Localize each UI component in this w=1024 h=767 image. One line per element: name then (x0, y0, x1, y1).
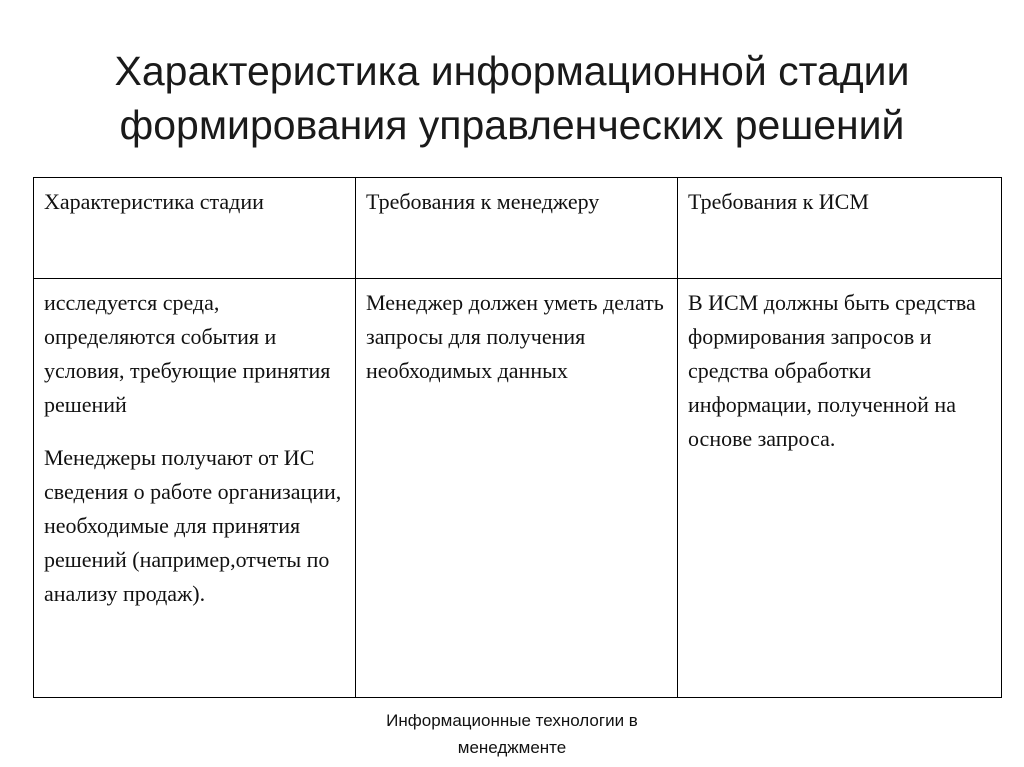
body-cell-ism-requirements (678, 279, 1002, 698)
header-cell-manager-requirements: Требования к менеджеру (356, 178, 678, 279)
slide-title-line-1: Характеристика информационной стадии (114, 48, 910, 94)
footer-line-2: менеджменте (457, 738, 567, 757)
footer-line-1: Информационные технологии в (386, 711, 638, 730)
body-cell-manager-requirements (356, 279, 678, 698)
cell-paragraph: исследуется среда, определяются события и условия, требующие принятия решений (44, 290, 331, 417)
header-cell-ism-requirements: Требования к ИСМ (678, 178, 1002, 279)
slide-title (0, 44, 1024, 152)
body-cell-stage-characteristics (34, 279, 356, 698)
table-header-row (34, 178, 1002, 279)
cell-paragraph: В ИСМ должны быть средства формирования запросов и средства обработки информации, полученной на основе запроса. (688, 290, 976, 451)
cell-paragraph: Менеджер должен уметь делать запросы для получения необходимых данных (366, 290, 664, 383)
stage-characteristics-table (33, 177, 1002, 698)
header-cell-stage-characteristics: Характеристика стадии (34, 178, 356, 279)
slide-title-line-2: формирования управленческих решений (119, 102, 905, 148)
table-body-row (34, 279, 1002, 698)
slide-footer (0, 707, 1024, 761)
cell-paragraph: Менеджеры получают от ИС сведения о работе организации, необходимые для принятия решений (например,отчеты по анализу продаж). (44, 445, 342, 606)
